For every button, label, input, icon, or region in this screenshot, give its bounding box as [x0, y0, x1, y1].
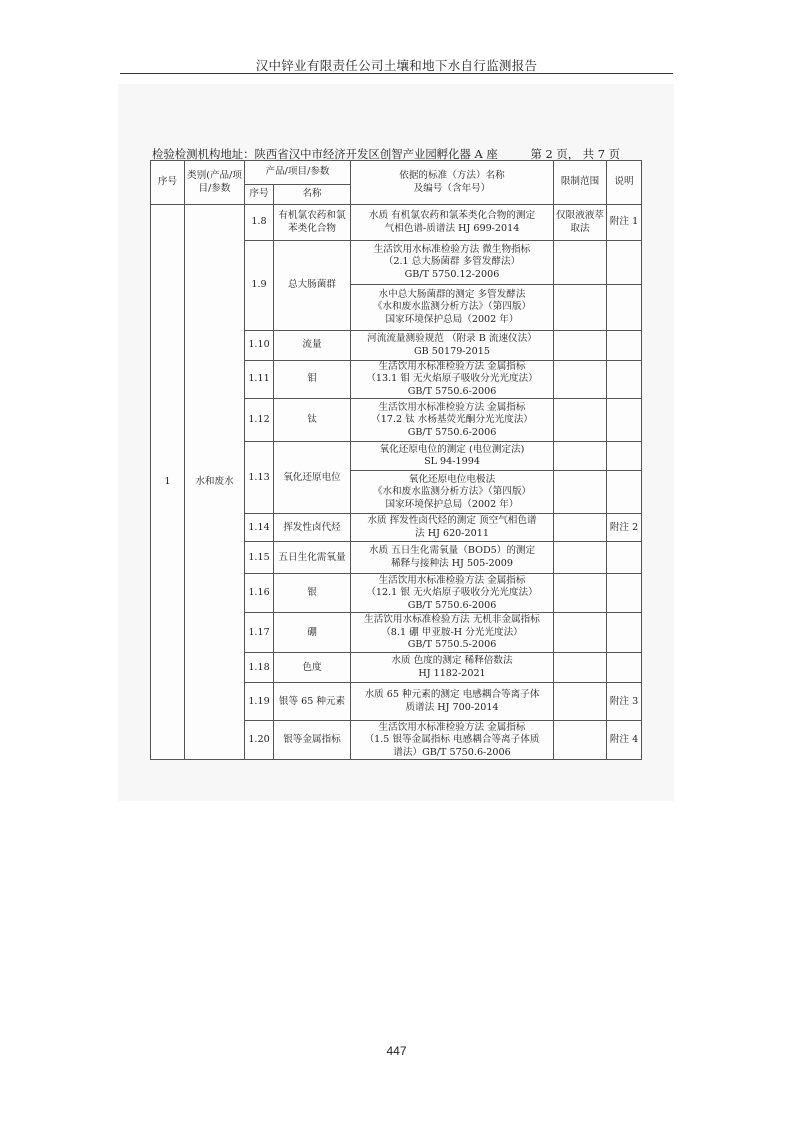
org-address: 检验检测机构地址：陕西省汉中市经济开发区创智产业园孵化器 A 座	[152, 147, 498, 161]
row-note: 附注 1	[607, 205, 642, 241]
row-note	[607, 542, 642, 574]
row-note	[607, 331, 642, 361]
row-standard: 河流流量测验规范 （附录 B 流速仪法） GB 50179-2015	[351, 331, 554, 361]
row-limit	[554, 683, 607, 721]
header-seq: 序号	[151, 161, 185, 205]
row-limit	[554, 241, 607, 285]
row-name: 银等金属指标	[274, 721, 351, 760]
row-name: 挥发性卤代烃	[274, 514, 351, 542]
row-seq: 1.15	[245, 542, 274, 574]
row-note	[607, 653, 642, 683]
header-standard: 依据的标准（方法）名称 及编号（含年号）	[351, 161, 554, 205]
header-param-group: 产品/项目/参数	[245, 161, 351, 185]
row-standard: 水质 挥发性卤代烃的测定 顶空气相色谱 法 HJ 620-2011	[351, 514, 554, 542]
group-category: 水和废水	[185, 205, 245, 760]
scan-page-indicator: 第 2 页， 共 7 页	[530, 147, 620, 161]
row-limit	[554, 574, 607, 613]
row-note: 附注 2	[607, 514, 642, 542]
row-note	[607, 285, 642, 331]
header-note: 说明	[607, 161, 642, 205]
row-seq: 1.10	[245, 331, 274, 361]
row-name: 五日生化需氧量	[274, 542, 351, 574]
row-note: 附注 4	[607, 721, 642, 760]
header-divider	[120, 73, 673, 74]
row-limit: 仅限液液萃取法	[554, 205, 607, 241]
row-standard: 生活饮用水标准检验方法 金属指标 （12.1 银 无火焰原子吸收分光光度法） GB/T 5750.6-2006	[351, 574, 554, 613]
row-seq: 1.20	[245, 721, 274, 760]
row-seq: 1.11	[245, 361, 274, 399]
row-limit	[554, 361, 607, 399]
row-note	[607, 442, 642, 471]
row-seq: 1.17	[245, 613, 274, 653]
row-standard: 水质 色度的测定 稀释倍数法 HJ 1182-2021	[351, 653, 554, 683]
header-limit: 限制范围	[554, 161, 607, 205]
row-standard: 水质 有机氯农药和氯苯类化合物的测定 气相色谱-质谱法 HJ 699-2014	[351, 205, 554, 241]
row-note	[607, 471, 642, 514]
row-note: 附注 3	[607, 683, 642, 721]
row-limit	[554, 514, 607, 542]
row-limit	[554, 471, 607, 514]
row-name: 色度	[274, 653, 351, 683]
header-sub-seq: 序号	[245, 185, 274, 205]
row-limit	[554, 331, 607, 361]
row-standard: 水质 五日生化需氧量（BOD5）的测定 稀释与接种法 HJ 505-2009	[351, 542, 554, 574]
row-name: 有机氯农药和氯苯类化合物	[274, 205, 351, 241]
row-standard: 生活饮用水标准检验方法 金属指标 （13.1 钼 无火焰原子吸收分光光度法） GB/T 5750.6-2006	[351, 361, 554, 399]
row-name: 银等 65 种元素	[274, 683, 351, 721]
row-limit	[554, 442, 607, 471]
page-number: 447	[386, 1044, 407, 1058]
row-standard: 水质 65 种元素的测定 电感耦合等离子体 质谱法 HJ 700-2014	[351, 683, 554, 721]
header-sub-name: 名称	[274, 185, 351, 205]
row-note	[607, 241, 642, 285]
report-running-header: 汉中锌业有限责任公司土壤和地下水自行监测报告	[255, 58, 538, 73]
row-note	[607, 613, 642, 653]
row-standard: 生活饮用水标准检验方法 无机非金属指标 （8.1 硼 甲亚胺-H 分光光度法） GB/T 5750.5-2006	[351, 613, 554, 653]
row-standard: 水中总大肠菌群的测定 多管发酵法 《水和废水监测分析方法》（第四版） 国家环境保护总局（2002 年）	[351, 285, 554, 331]
row-name: 总大肠菌群	[274, 241, 351, 331]
row-seq: 1.8	[245, 205, 274, 241]
row-seq: 1.13	[245, 442, 274, 514]
row-limit	[554, 399, 607, 442]
row-seq: 1.19	[245, 683, 274, 721]
row-seq: 1.14	[245, 514, 274, 542]
row-note	[607, 361, 642, 399]
row-name: 流量	[274, 331, 351, 361]
row-seq: 1.16	[245, 574, 274, 613]
row-seq: 1.12	[245, 399, 274, 442]
row-note	[607, 574, 642, 613]
table-row	[151, 205, 642, 241]
row-limit	[554, 542, 607, 574]
row-name: 氧化还原电位	[274, 442, 351, 514]
group-seq: 1	[151, 205, 185, 760]
row-standard: 氧化还原电位电极法 《水和废水监测分析方法》（第四版） 国家环境保护总局（2002 年）	[351, 471, 554, 514]
row-limit	[554, 721, 607, 760]
row-standard: 生活饮用水标准检验方法 金属指标 （17.2 钛 水杨基荧光酮分光光度法） GB/T 5750.6-2006	[351, 399, 554, 442]
table-body	[151, 205, 642, 760]
row-limit	[554, 285, 607, 331]
row-name: 钛	[274, 399, 351, 442]
row-name: 钼	[274, 361, 351, 399]
scope-table	[150, 160, 642, 760]
row-seq: 1.18	[245, 653, 274, 683]
row-name: 硼	[274, 613, 351, 653]
row-limit	[554, 613, 607, 653]
header-category: 类别(产品/项目/参数	[185, 161, 245, 205]
row-name: 银	[274, 574, 351, 613]
row-seq: 1.9	[245, 241, 274, 331]
row-limit	[554, 653, 607, 683]
row-standard: 氧化还原电位的测定 (电位测定法) SL 94-1994	[351, 442, 554, 471]
row-note	[607, 399, 642, 442]
row-standard: 生活饮用水标准检验方法 金属指标 （1.5 银等金属指标 电感耦合等离子体质 谱法）GB/T 5750.6-2006	[351, 721, 554, 760]
row-standard: 生活饮用水标准检验方法 微生物指标 （2.1 总大肠菌群 多管发酵法） GB/T 5750.12-2006	[351, 241, 554, 285]
